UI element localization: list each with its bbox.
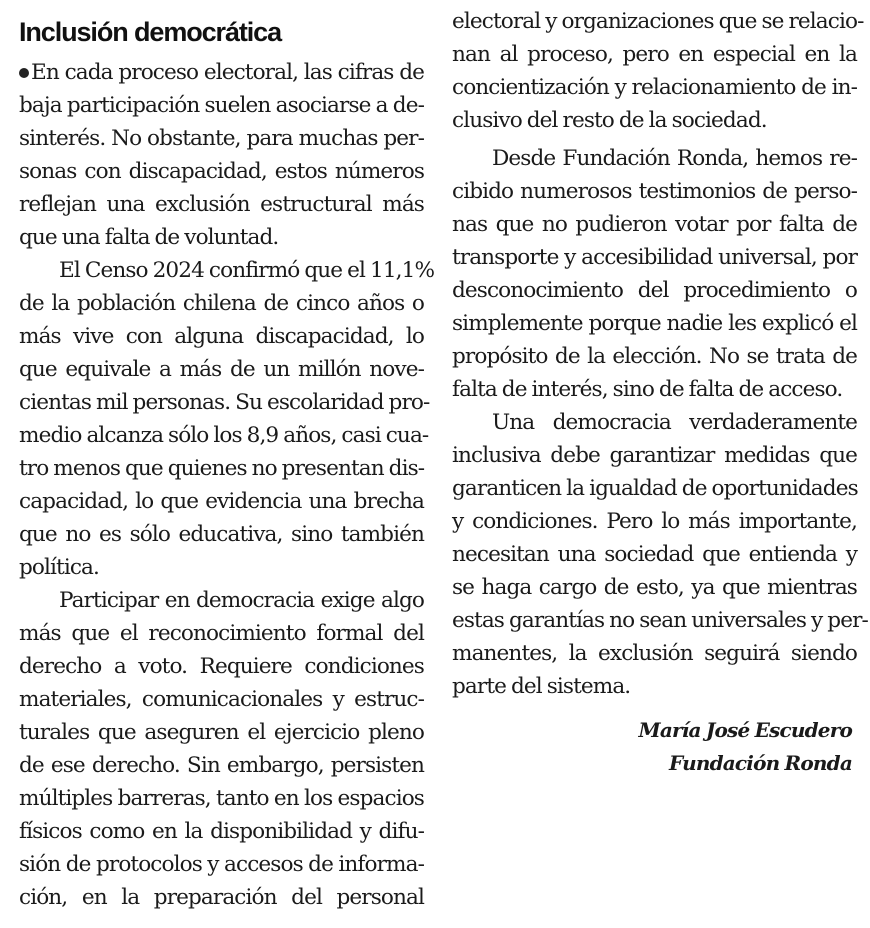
text-line: clusivo del resto de la sociedad. bbox=[452, 108, 767, 133]
text-line: se haga cargo de esto, ya que mientras bbox=[452, 575, 857, 600]
text-line: de la población chilena de cinco años o bbox=[19, 291, 424, 316]
text-line: transporte y accesibilidad universal, por bbox=[452, 245, 857, 270]
text-line: medio alcanza sólo los 8,9 años, casi cua- bbox=[19, 423, 429, 448]
text-line: ción, en la preparación del personal bbox=[19, 885, 424, 910]
text-line: estas garantías no sean universales y per- bbox=[452, 608, 868, 633]
text-line: más que el reconocimiento formal del bbox=[19, 621, 424, 646]
text-line: parte del sistema. bbox=[452, 674, 631, 699]
text-line: físicos como en la disponibilidad y difu- bbox=[19, 819, 424, 844]
text-line: manentes, la exclusión seguirá siendo bbox=[452, 641, 857, 666]
text-line: materiales, comunicacionales y estruc- bbox=[19, 687, 424, 712]
text-line: derecho a voto. Requiere condiciones bbox=[19, 654, 424, 679]
text-line: sión de protocolos y accesos de informa- bbox=[19, 852, 424, 877]
text-line: que equivale a más de un millón nove- bbox=[19, 357, 424, 382]
text-line: que una falta de voluntad. bbox=[19, 225, 279, 250]
signature-name: María José Escudero bbox=[638, 718, 852, 742]
text-line: electoral y organizaciones que se relacio- bbox=[452, 9, 864, 34]
text-line: Participar en democracia exige algo bbox=[59, 588, 424, 613]
text-line: falta de interés, sino de falta de acceso. bbox=[452, 377, 843, 402]
text-line: sonas con discapacidad, estos números bbox=[19, 159, 424, 184]
text-line: cibido numerosos testimonios de perso- bbox=[452, 179, 857, 204]
text-line: nas que no pudieron votar por falta de bbox=[452, 212, 857, 237]
text-line: desconocimiento del procedimiento o bbox=[452, 278, 857, 303]
text-line: que no es sólo educativa, sino también bbox=[19, 522, 424, 547]
text-line: capacidad, lo que evidencia una brecha bbox=[19, 489, 424, 514]
text-line: Una democracia verdaderamente bbox=[492, 410, 857, 435]
headline: Inclusión democrática bbox=[19, 17, 281, 47]
text-line: En cada proceso electoral, las cifras de bbox=[19, 56, 424, 89]
text-line: necesitan una sociedad que entienda y bbox=[452, 542, 857, 567]
text-line: y condiciones. Pero lo más importante, bbox=[452, 509, 857, 534]
text-line: concientización y relacionamiento de in- bbox=[452, 75, 857, 100]
text-line: nan al proceso, pero en especial en la bbox=[452, 42, 857, 67]
text-line: cientas mil personas. Su escolaridad pro- bbox=[19, 390, 430, 415]
text-line: más vive con alguna discapacidad, lo bbox=[19, 324, 424, 349]
text-line: tro menos que quienes no presentan dis- bbox=[19, 456, 425, 481]
text-line: Desde Fundación Ronda, hemos re- bbox=[492, 146, 857, 171]
text-line: múltiples barreras, tanto en los espacios bbox=[19, 786, 424, 811]
text-line: de ese derecho. Sin embargo, persisten bbox=[19, 753, 424, 778]
text-line: El Censo 2024 confirmó que el 11,1% bbox=[59, 258, 435, 283]
text-line: reflejan una exclusión estructural más bbox=[19, 192, 424, 217]
text-line: sinterés. No obstante, para muchas per- bbox=[19, 126, 424, 151]
text-line: garanticen la igualdad de oportunidades bbox=[452, 476, 858, 501]
text-line: política. bbox=[19, 555, 99, 580]
text-line: inclusiva debe garantizar medidas que bbox=[452, 443, 857, 468]
bullet-icon bbox=[19, 68, 29, 78]
text-line: baja participación suelen asociarse a de- bbox=[19, 93, 424, 118]
text-line: propósito de la elección. No se trata de bbox=[452, 344, 857, 369]
signature-organization: Fundación Ronda bbox=[669, 751, 852, 775]
text-line: simplemente porque nadie les explicó el bbox=[452, 311, 857, 336]
text-line: turales que aseguren el ejercicio pleno bbox=[19, 720, 424, 745]
